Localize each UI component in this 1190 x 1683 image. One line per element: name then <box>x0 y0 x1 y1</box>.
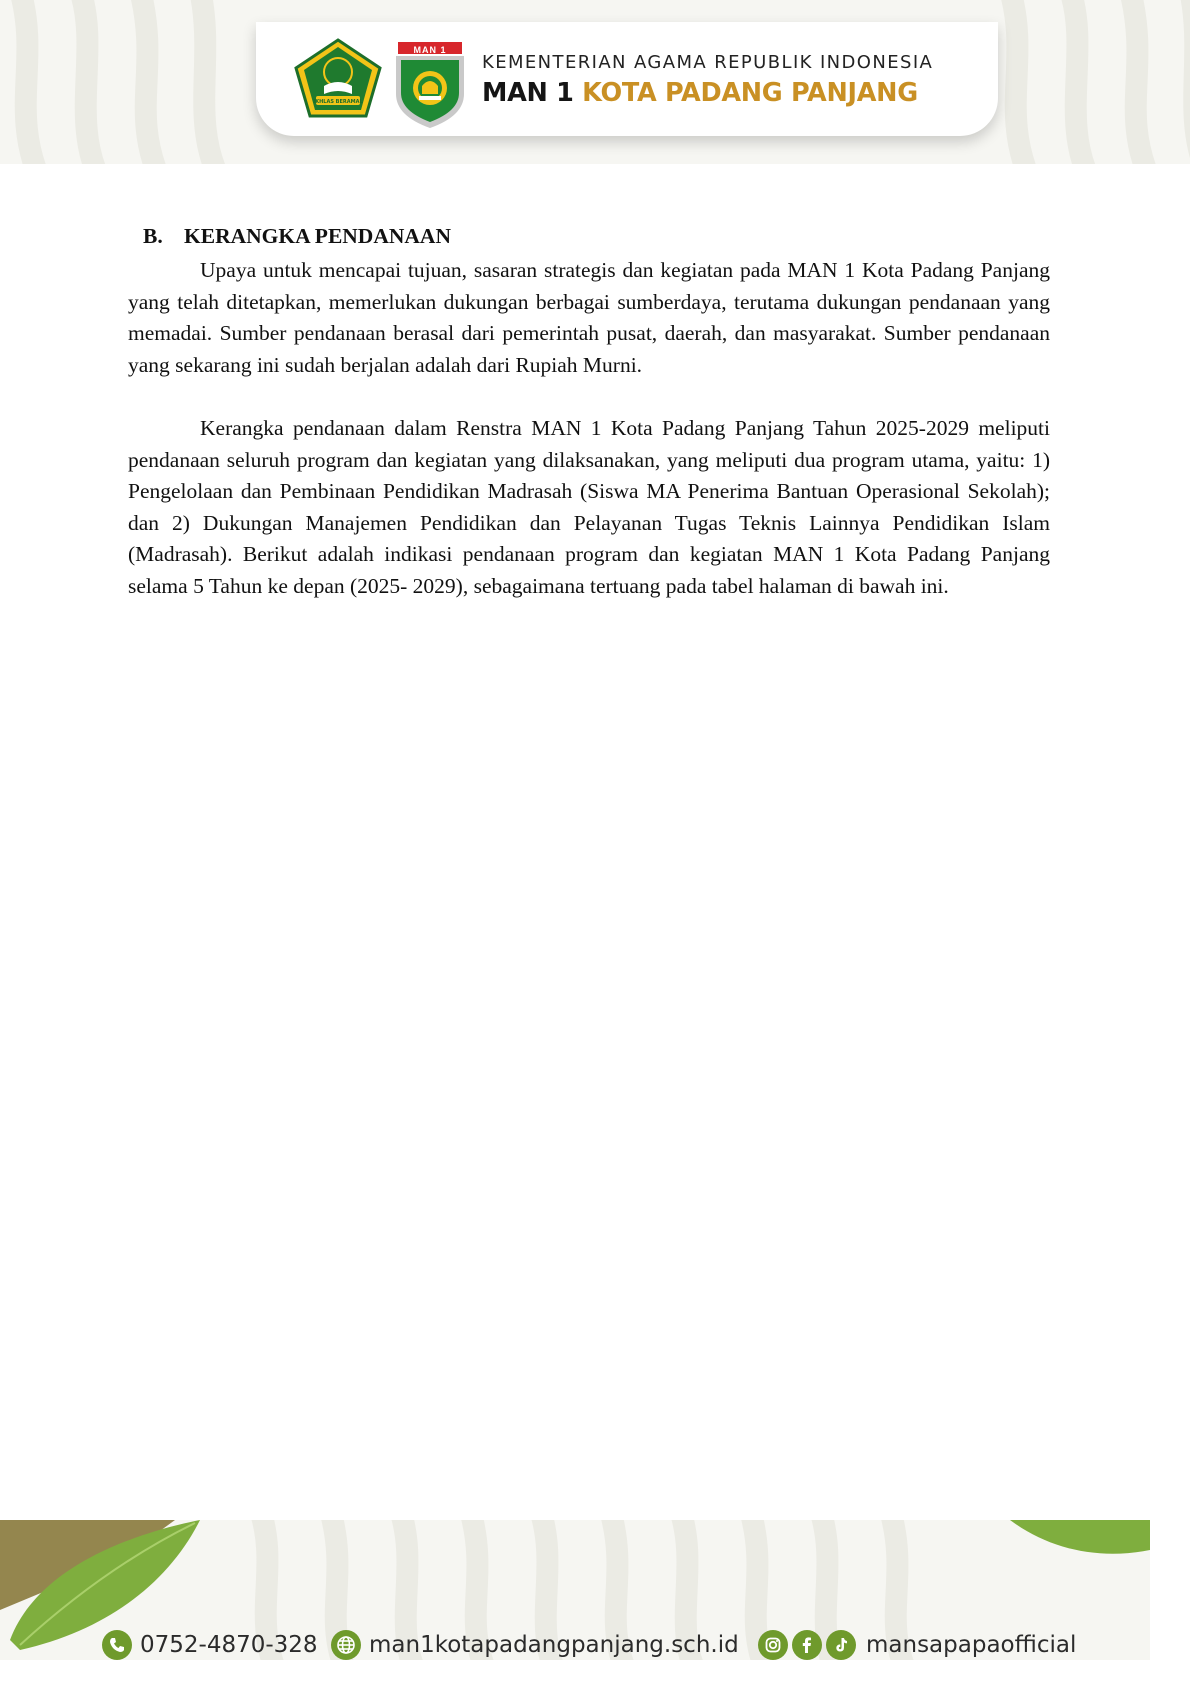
header-card <box>256 22 998 136</box>
footer-phone <box>102 1625 318 1665</box>
svg-text:IKHLAS BERAMAL: IKHLAS BERAMAL <box>313 99 363 105</box>
section-heading <box>143 224 451 249</box>
phone-icon <box>102 1630 132 1660</box>
paragraph-1: Upaya untuk mencapai tujuan, sasaran strategis dan kegiatan pada MAN 1 Kota Padang Panjang yang telah ditetapkan, memerlukan dukungan berbagai sumberdaya, terutama dukungan pendanaan yang memadai. Sumber pendanaan berasal dari pemerintah pusat, daerah, dan masyarakat. Sumber pendanaan yang sekarang ini sudah berjalan adalah dari Rupiah Murni. <box>128 258 1050 377</box>
ministry-name: KEMENTERIAN AGAMA REPUBLIK INDONESIA <box>482 52 934 73</box>
social-handle: mansapapaofficial <box>866 1632 1077 1658</box>
instagram-icon <box>758 1630 788 1660</box>
website-url: man1kotapadangpanjang.sch.id <box>369 1632 739 1658</box>
school-name-place: KOTA PADANG PANJANG <box>582 78 918 108</box>
footer-social <box>758 1625 1076 1665</box>
kemenag-logo <box>292 38 384 120</box>
school-name <box>482 78 918 108</box>
section-number: B. <box>143 224 163 248</box>
section-title: KERANGKA PENDANAAN <box>184 224 451 248</box>
school-name-prefix: MAN 1 <box>482 78 574 108</box>
tiktok-icon <box>826 1630 856 1660</box>
globe-icon <box>331 1630 361 1660</box>
man1-badge-text: MAN 1 <box>413 45 447 55</box>
phone-number: 0752-4870-328 <box>140 1632 318 1658</box>
facebook-icon <box>792 1630 822 1660</box>
footer-website <box>331 1625 739 1665</box>
paragraph-2: Kerangka pendanaan dalam Renstra MAN 1 Kota Padang Panjang Tahun 2025-2029 meliputi pendanaan seluruh program dan kegiatan yang dilaksanakan, yang meliputi dua program utama, yaitu: 1) Pengelolaan dan Pembinaan Pendidikan Madrasah (Siswa MA Penerima Bantuan Operasional Sekolah); dan 2) Dukungan Manajemen Pendidikan dan Pelayanan Tugas Teknis Lainnya Pendidikan Islam (Madrasah). Berikut adalah indikasi pendanaan program dan kegiatan MAN 1 Kota Padang Panjang selama 5 Tahun ke depan (2025- 2029), sebagaimana tertuang pada tabel halaman di bawah ini. <box>128 416 1050 598</box>
